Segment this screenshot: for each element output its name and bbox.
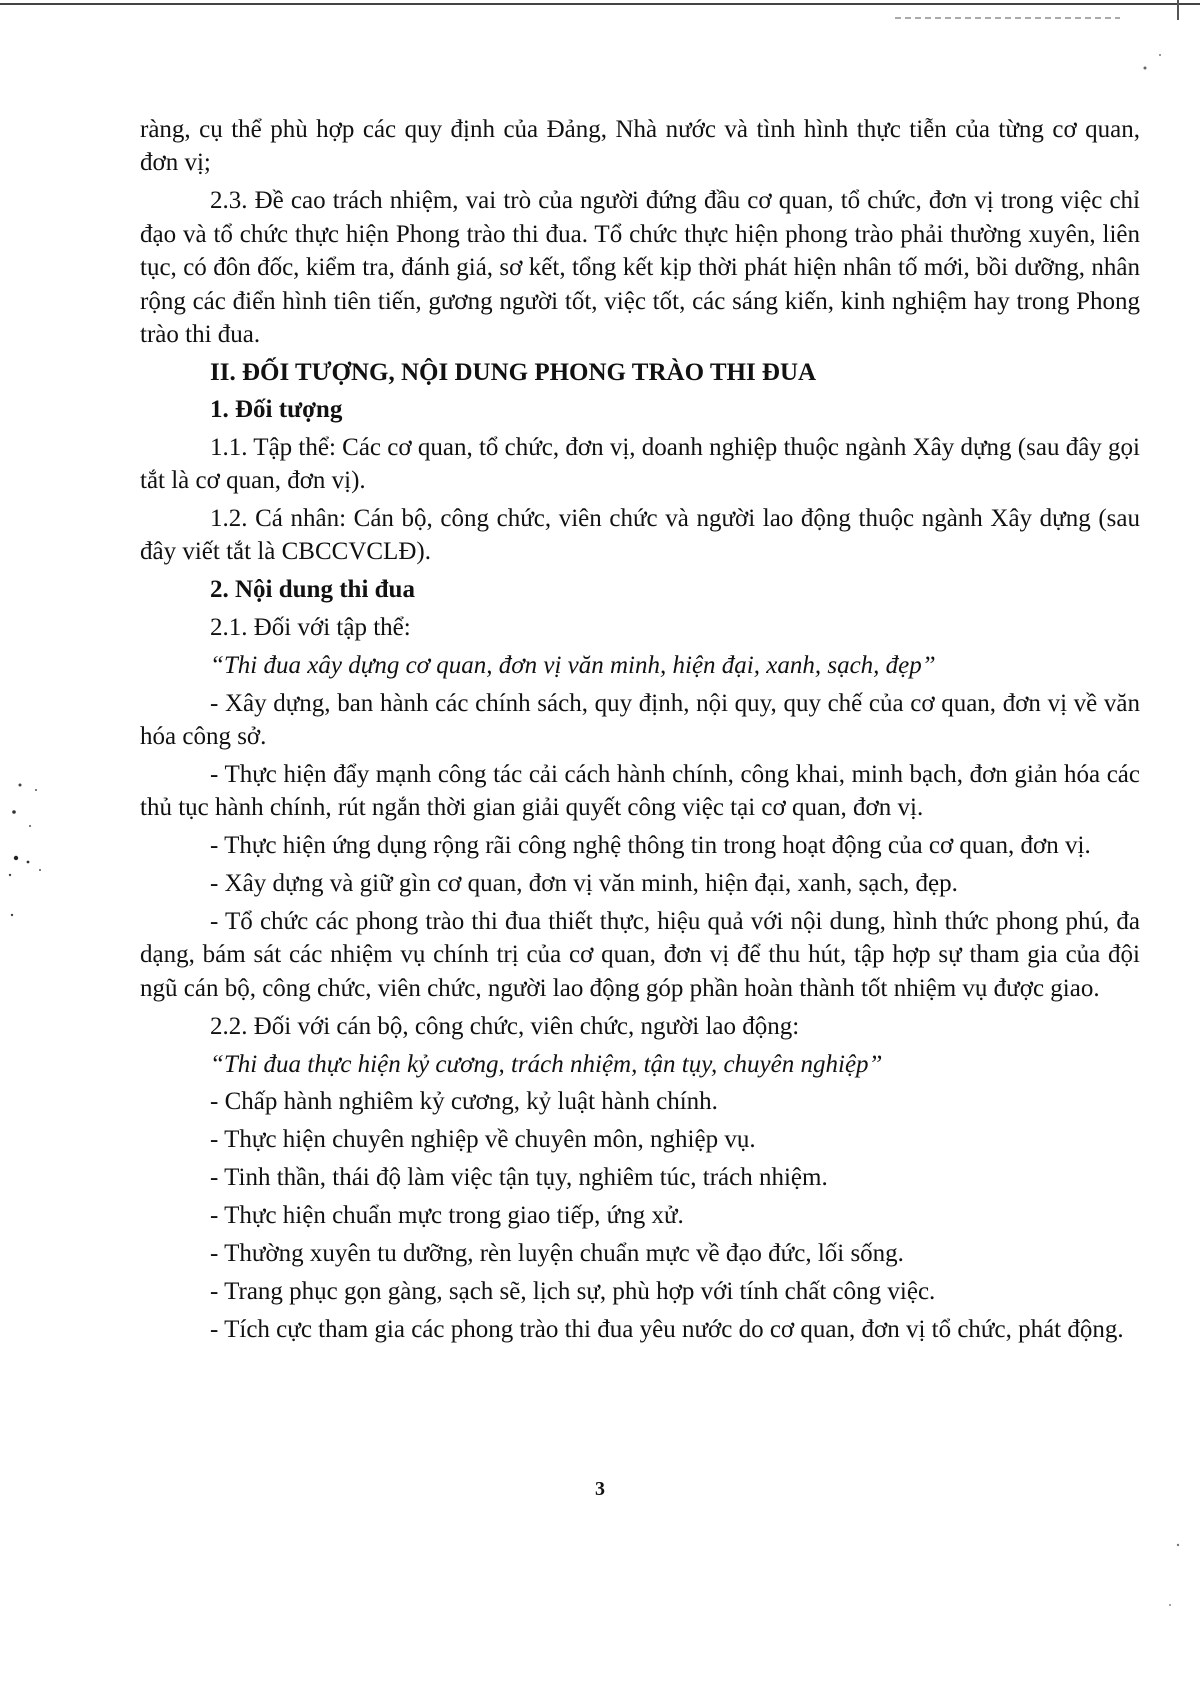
list-item: - Thực hiện chuyên nghiệp về chuyên môn, nghiệp vụ.	[210, 1126, 756, 1154]
list-item: - Chấp hành nghiêm kỷ cương, kỷ luật hành chính.	[210, 1088, 718, 1116]
paragraph-1-2: 1.2. Cá nhân: Cán bộ, công chức, viên chức và người lao động thuộc ngành Xây dựng (sau đây viết tắt là CBCCVCLĐ).	[140, 504, 1140, 566]
list-item: - Tinh thần, thái độ làm việc tận tụy, nghiêm túc, trách nhiệm.	[210, 1164, 828, 1192]
section-heading-ii: II. ĐỐI TƯỢNG, NỘI DUNG PHONG TRÀO THI ĐUA	[210, 358, 817, 386]
document-body	[140, 113, 1140, 1351]
subsection-heading-doi-tuong: 1. Đối tượng	[210, 396, 343, 424]
quote-individual-slogan: “Thi đua thực hiện kỷ cương, trách nhiệm, tận tụy, chuyên nghiệp”	[210, 1050, 883, 1078]
list-item: - Tích cực tham gia các phong trào thi đua yêu nước do cơ quan, đơn vị tổ chức, phát động.	[210, 1315, 1124, 1343]
paragraph-2-3: 2.3. Đề cao trách nhiệm, vai trò của người đứng đầu cơ quan, tổ chức, đơn vị trong việc chỉ đạo và tổ chức thực hiện Phong trào thi đua. Tổ chức thực hiện phong trào phải thường xuyên, liên tục, có đôn đốc, kiểm tra, đánh giá, sơ kết, tổng kết kịp thời phát hiện nhân tố mới, bồi dưỡng, nhân rộng các điển hình tiên tiến, gương người tốt, việc tốt, các sáng kiến, kinh nghiệm hay trong Phong trào thi đua.	[140, 187, 1140, 348]
list-item: - Xây dựng và giữ gìn cơ quan, đơn vị văn minh, hiện đại, xanh, sạch, đẹp.	[210, 870, 958, 898]
quote-collective-slogan: “Thi đua xây dựng cơ quan, đơn vị văn minh, hiện đại, xanh, sạch, đẹp”	[210, 651, 936, 679]
list-item: - Xây dựng, ban hành các chính sách, quy định, nội quy, quy chế của cơ quan, đơn vị về văn hóa công sở.	[140, 689, 1140, 750]
list-item: - Tổ chức các phong trào thi đua thiết thực, hiệu quả với nội dung, hình thức phong phú, đa dạng, bám sát các nhiệm vụ chính trị của cơ quan, đơn vị để thu hút, tập hợp sự tham gia của đội ngũ cán bộ, công chức, viên chức, người lao động góp phần hoàn thành tốt nhiệm vụ được giao.	[140, 907, 1140, 1002]
paragraph-2-1: 2.1. Đối với tập thể:	[210, 613, 411, 641]
page-number: 3	[595, 1478, 605, 1500]
list-item: - Thực hiện ứng dụng rộng rãi công nghệ thông tin trong hoạt động của cơ quan, đơn vị.	[210, 832, 1091, 860]
subsection-heading-noi-dung: 2. Nội dung thi đua	[210, 576, 415, 604]
list-item: - Trang phục gọn gàng, sạch sẽ, lịch sự, phù hợp với tính chất công việc.	[210, 1278, 936, 1305]
list-item: - Thường xuyên tu dưỡng, rèn luyện chuẩn mực về đạo đức, lối sống.	[210, 1240, 904, 1268]
paragraph-2-2: 2.2. Đối với cán bộ, công chức, viên chức, người lao động:	[210, 1012, 800, 1040]
paragraph-1-1: 1.1. Tập thể: Các cơ quan, tổ chức, đơn vị, doanh nghiệp thuộc ngành Xây dựng (sau đây gọi tắt là cơ quan, đơn vị).	[140, 433, 1140, 495]
list-item: - Thực hiện chuẩn mực trong giao tiếp, ứng xử.	[210, 1202, 684, 1230]
paragraph-continuation: ràng, cụ thể phù hợp các quy định của Đảng, Nhà nước và tình hình thực tiễn của từng cơ quan, đơn vị;	[140, 116, 1140, 177]
list-item: - Thực hiện đẩy mạnh công tác cải cách hành chính, công khai, minh bạch, đơn giản hóa các thủ tục hành chính, rút ngắn thời gian giải quyết công việc tại cơ quan, đơn vị.	[140, 760, 1140, 822]
